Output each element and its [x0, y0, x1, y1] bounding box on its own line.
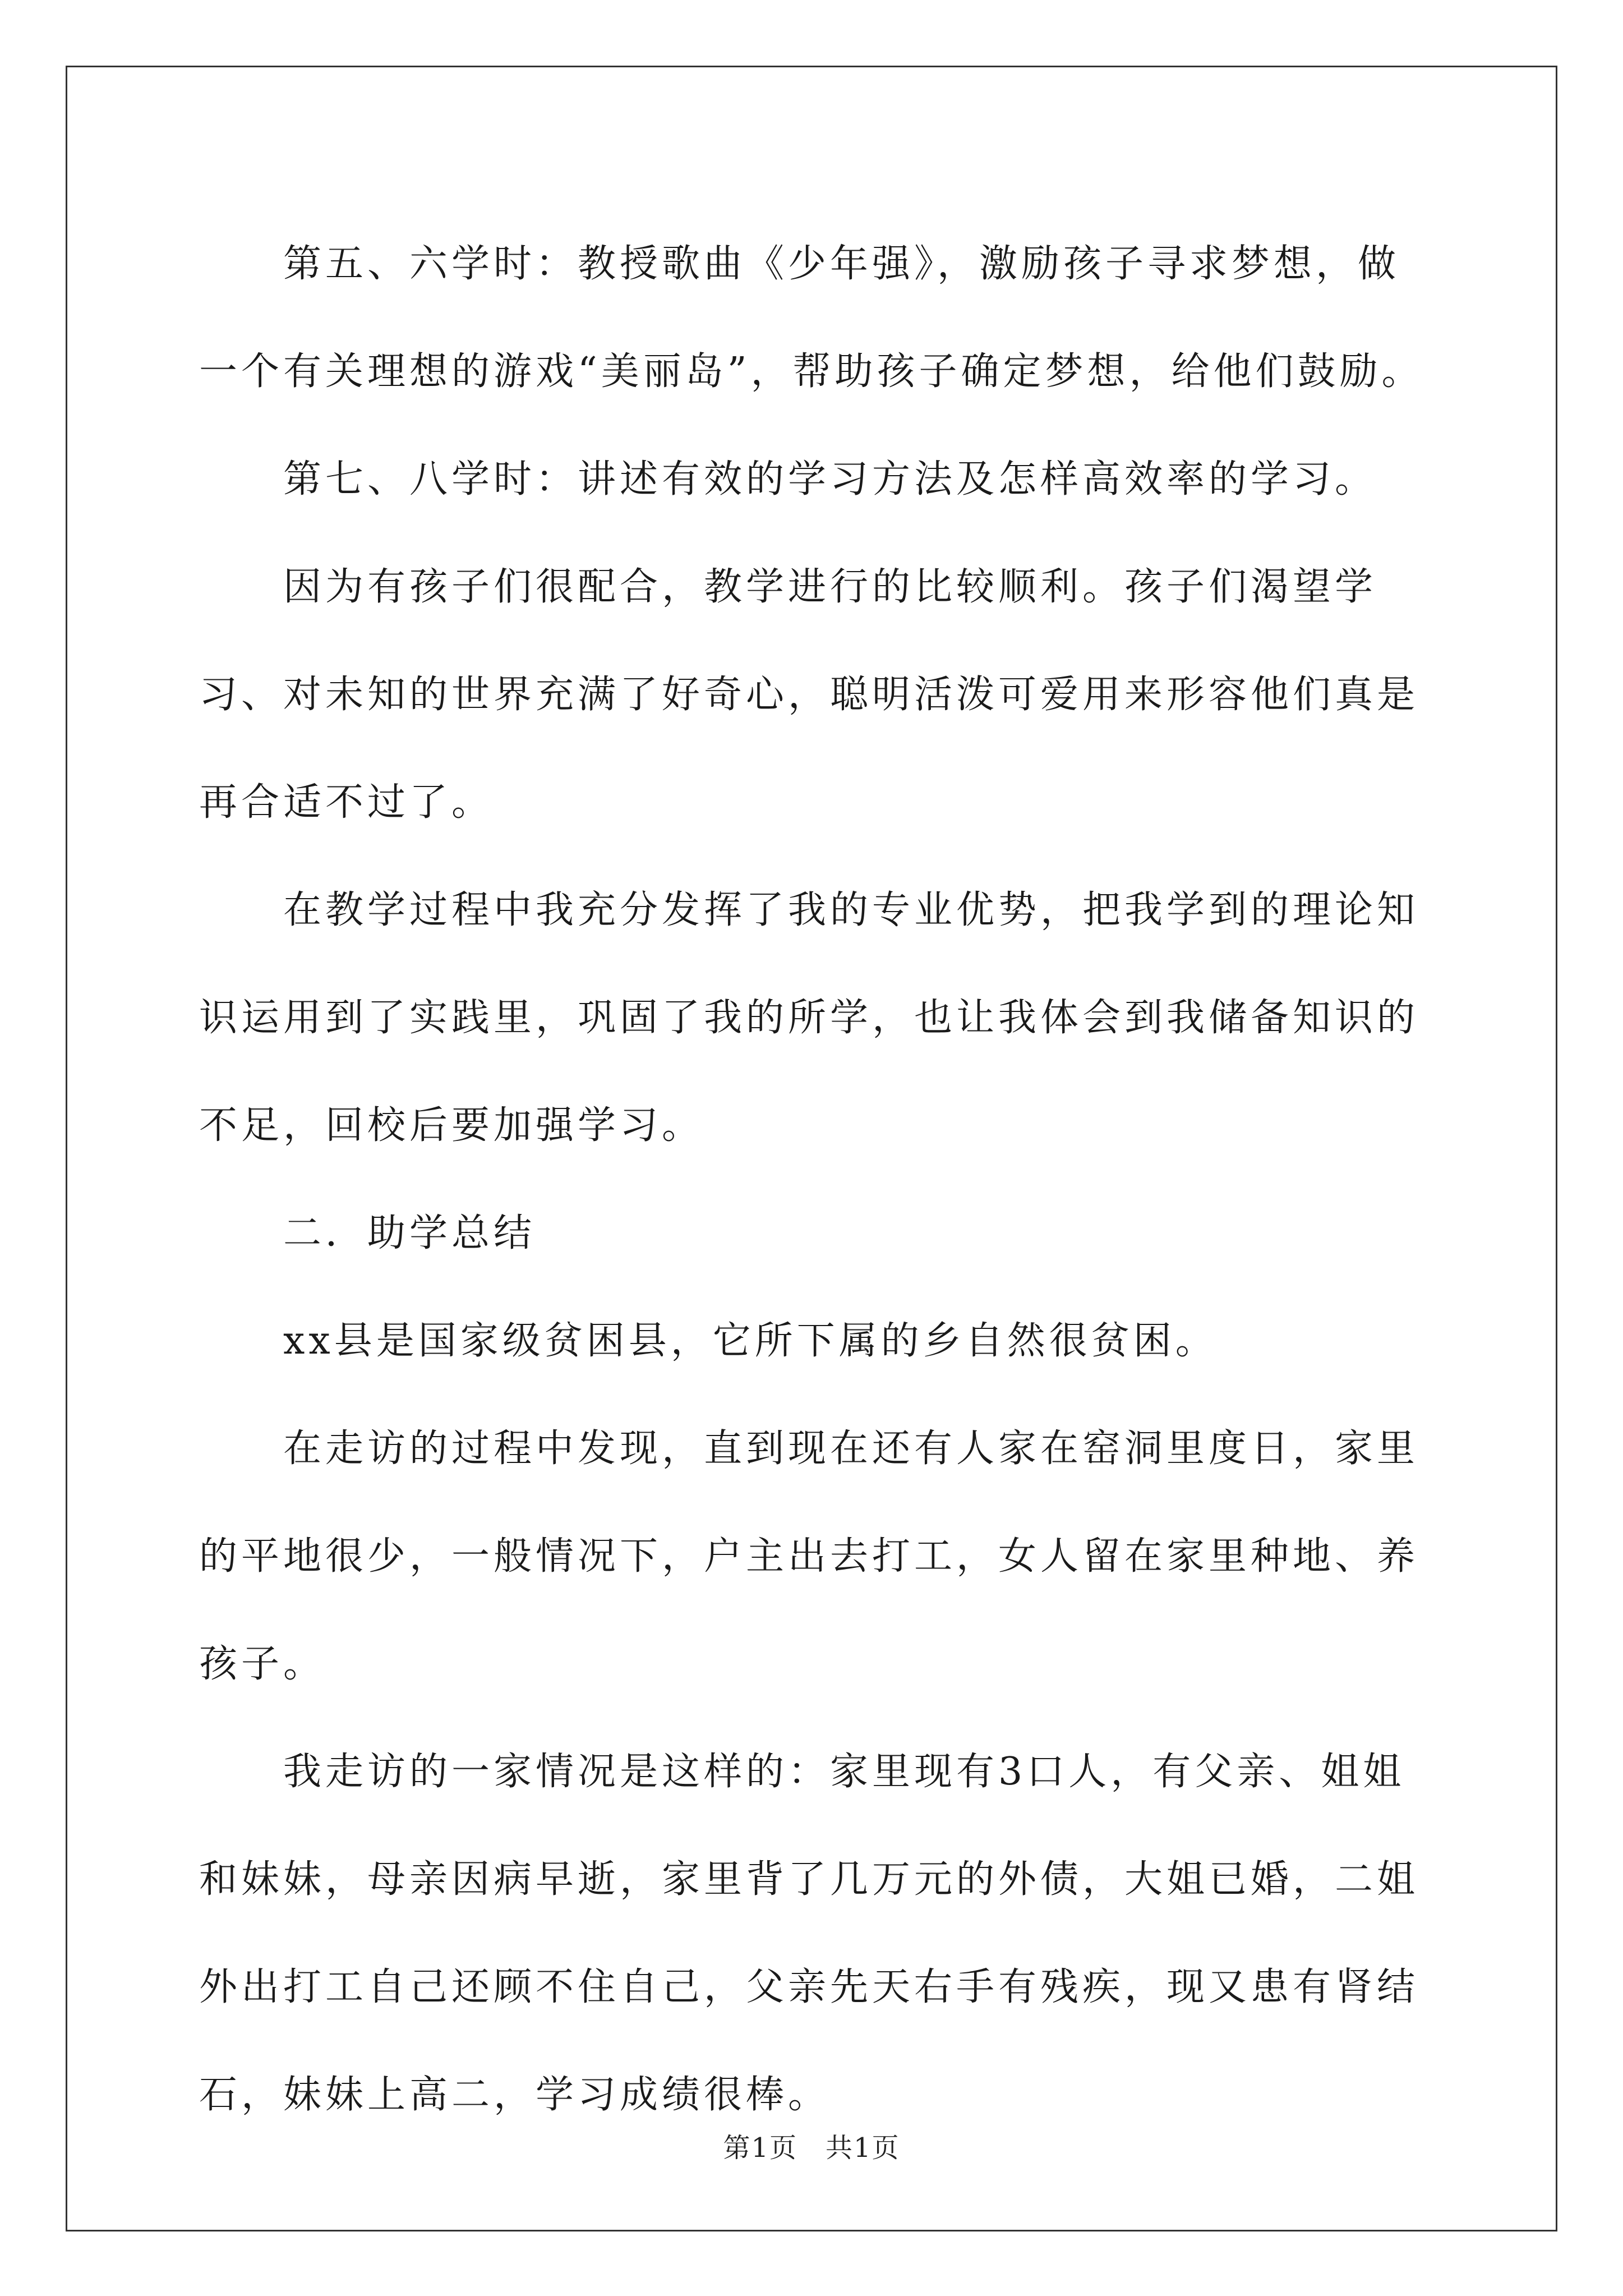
section-heading: 二．助学总结 [283, 1211, 536, 1255]
paragraph-3: 因为有孩子们很配合，教学进行的比较顺利。孩子们渴望学习、对未知的世界充满了好奇心，聪明活泼可爱用来形容他们真是再合适不过了。 [199, 565, 1419, 825]
paragraph-1: 第五、六学时：教授歌曲《少年强》，激励孩子寻求梦想，做一个有关理想的游戏“美丽岛”，帮助孩子确定梦想，给他们鼓励。 [199, 242, 1424, 394]
page-number: 第1页 [723, 2132, 797, 2164]
paragraph-5: xx县是国家级贫困县，它所下属的乡自然很贫困。 [283, 1319, 1218, 1363]
paragraph-6: 在走访的过程中发现，直到现在还有人家在窑洞里度日，家里的平地很少，一般情况下，户主出去打工，女人留在家里种地、养孩子。 [199, 1427, 1419, 1686]
paragraph-4: 在教学过程中我充分发挥了我的专业优势，把我学到的理论知识运用到了实践里，巩固了我的所学，也让我体会到我储备知识的不足，回校后要加强学习。 [199, 888, 1419, 1148]
page-footer [0, 2126, 1623, 2165]
page-total: 共1页 [826, 2132, 900, 2164]
paragraph-2: 第七、八学时：讲述有效的学习方法及怎样高效率的学习。 [283, 457, 1377, 501]
document-body [199, 210, 1427, 2149]
paragraph-7: 我走访的一家情况是这样的：家里现有3口人，有父亲、姐姐和妹妹，母亲因病早逝，家里背了几万元的外债，大姐已婚，二姐外出打工自己还顾不住自己，父亲先天右手有残疾，现又患有肾结石，妹妹上高二，学习成绩很棒。 [199, 1750, 1419, 2117]
